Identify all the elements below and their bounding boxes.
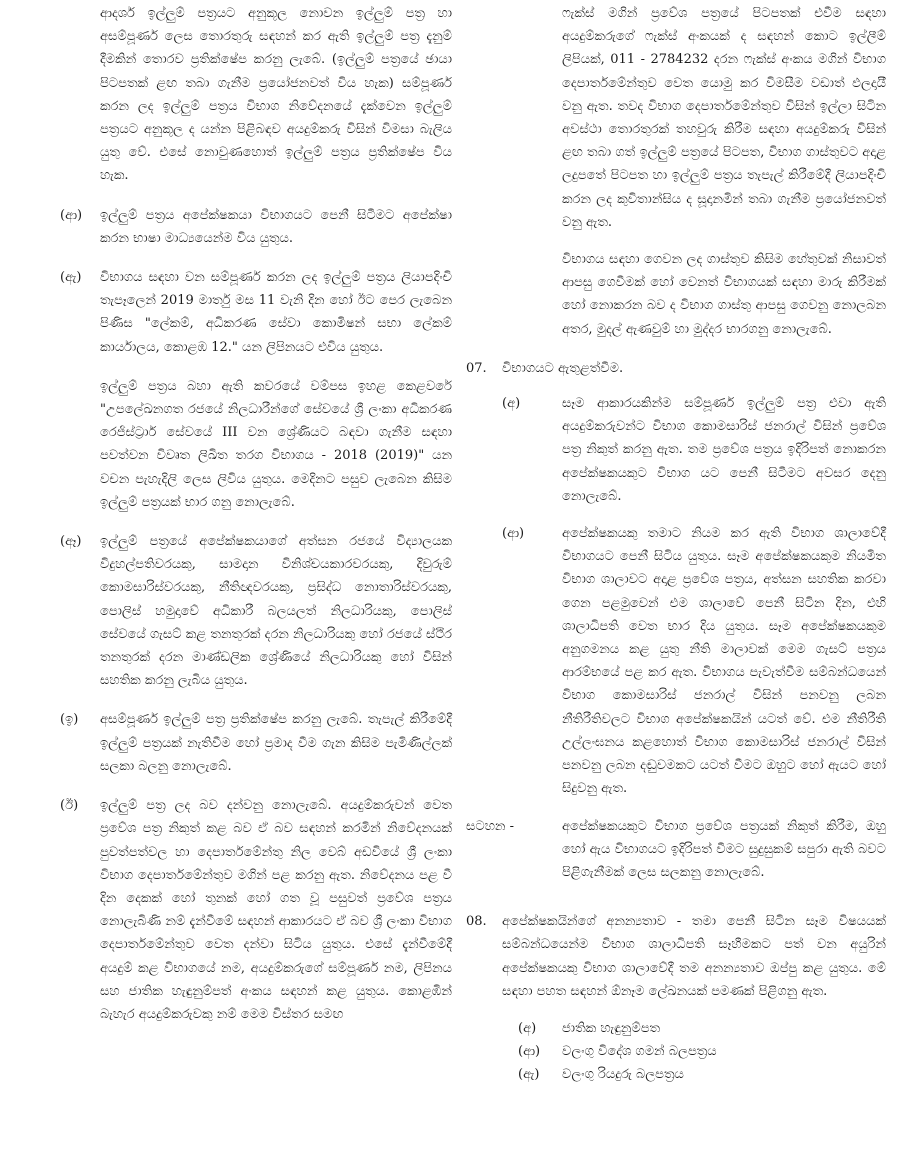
clause-label: (ඊ) (60, 798, 79, 814)
clause-label: (අ) (502, 396, 521, 412)
left-column (60, 0, 452, 1026)
envelope-instruction (60, 375, 452, 514)
clause-text: ඉල්ලුම් පත්‍රයේ අපේක්ෂකයාගේ අත්සන රජයේ විද්‍යාලයක විදුහල්පතිවරයකු, සාමදාන විනිශ්චයකාරවරයකු, දිවුරුම් කොමසාරිස්වරයකු, නීතිඥවරයකු, ප්‍රසිද්ධ නොතාරිස්වරයකු, පොලිස් හමුදාවේ අධිකාරී බලයලත් නිලධාරියකු, පොලිස් සේවයේ ගැසට් කළ තනතුරක් දරන නිලධාරියකු හෝ රජයේ ස්ථිර තනතුරක් දරන මාණ්ඩලික ශ්‍රේණියේ නිලධාරියකු හෝ විසින් සහතික කරනු ලැබිය යුතුය. (100, 534, 452, 689)
note (466, 815, 886, 885)
list-item-label: (ආ) (518, 1044, 541, 1060)
clause-text: විභාගය සඳහා වන සම්පූර්ණ කරන ලද ඉල්ලුම් පත්‍රය ලියාපදිංචි තැපෑලෙන් 2019 මාර්තු මස 11 වැනි දින හෝ ඊට පෙර ලැබෙන පිණිස "ලේකම්, අධිකරණ සේවා කොමිෂන් සභා ලේකම් කාර්යාලය, කොළඹ 12." යන ලිපිනයට එවිය යුතුය. (100, 270, 452, 355)
clause-aae (60, 530, 452, 692)
section-text: අපේක්ෂකයින්ගේ අනන්‍යතාව - තමා පෙනී සිටින සෑම විෂයයක් සම්බන්ධයෙන්ම විභාග ශාලාධිපති සෑහීමකට පත් වන අයුරින් අපේක්ෂකයකු විභාග ශාලාවේදී තම අනන්‍යතාව ඔප්පු කළ යුතුය. මේ සඳහා පහත සඳහන් ඕනෑම ලේඛනයක් පමණක් පිළිගනු ඇත. (502, 914, 886, 999)
clause-label: (ඇ) (60, 270, 82, 286)
clause-ii (60, 794, 452, 1026)
id-documents-list (518, 1017, 886, 1087)
section-number: 08. (466, 914, 487, 930)
clause-label: (ආ) (502, 526, 525, 542)
clause-i (60, 708, 452, 778)
clause-ae (60, 266, 452, 359)
section-8 (466, 910, 886, 1003)
section-7-clause-a (502, 392, 886, 508)
clause-text: අසම්පූර්ණ ඉල්ලුම් පත්‍ර ප්‍රතික්ෂේප කරනු ලැබේ. තැපැල් කිරීමේදී ඉල්ලුම් පත්‍රයක් නැතිවීම හෝ ප්‍රමාද වීම ගැන කිසිම පැමිණිල්ලක් සලකා බලනු නොලැබේ. (100, 712, 452, 774)
fax-paragraph: ෆැක්ස් මගින් ප්‍රවේශ පත්‍රයේ පිටපතක් එවීම සඳහා අයදුම්කරුගේ ෆැක්ස් අංකයක් ද සඳහන් කොට ඉල්ලීම් ලිපියක්, 011 - 2784232 දරන ෆැක්ස් අංකය මගින් විභාග දෙපාර්තමේන්තුව වෙත යොමු කර විමසීම වඩාත් ඵලදායී වනු ඇත. තවද විභාග දෙපාර්තමේන්තුව විසින් ඉල්ලා සිටින අවස්ථා තොරතුරක් තහවුරු කිරීම සඳහා අයදුම්කරු විසින් ළඟ තබා ගත් ඉල්ලුම් පත්‍රයේ පිටපත, විභාග ගාස්තුවට අදාළ ලදුපතේ පිටපත හා ඉල්ලුම් පත්‍රය තැපැල් කිරීමේදී ලියාපදිංචි කරන ලද කුවිතාන්සිය ද සූදානමින් තබා ගැනීම ප්‍රයෝජනවත් වනු ඇත. (562, 6, 886, 230)
list-item-label: (ඇ) (518, 1067, 540, 1083)
section-7-clause-aa (502, 522, 886, 800)
list-item (518, 1017, 886, 1040)
note-label: සටහන - (466, 818, 515, 834)
right-column (466, 0, 886, 1087)
list-item (518, 1063, 886, 1086)
section-title: විභාගයට ඇතුළත්වීම. (502, 360, 624, 376)
section-7-heading (466, 357, 886, 380)
clause-label: (ඉ) (60, 712, 79, 728)
list-item-label: (අ) (518, 1020, 537, 1036)
clause-text: ඉල්ලුම් පත්‍රය අපේක්ෂකයා විභාගයට පෙනී සිටීමට අපේක්ෂා කරන භාෂා මාධ්‍යයෙන්ම විය යුතුය. (100, 207, 452, 246)
section-number: 07. (466, 360, 487, 376)
clause-label: (ඈ) (60, 534, 82, 550)
clause-label (60, 375, 100, 514)
fee-paragraph: විභාගය සඳහා ගෙවන ලද ගාස්තුව කිසිම හේතුවක් නිසාවත් ආපසු ගෙවීමක් හෝ වෙනත් විභාගයක් සඳහා මාරු කිරීමක් හෝ නොකරන බව ද විභාග ගාස්තු ආපසු ගෙවනු නොලබන අතර, මුදල් ඇණවුම් හා මුද්දර භාරගනු නොලැබේ. (562, 252, 886, 337)
list-item-text: වලංගු රියදුරු බලපත්‍රය (562, 1067, 684, 1083)
clause-text: අපේක්ෂකයකු තමාට නියම කර ඇති විභාග ශාලාවේදී විභාගයට පෙනී සිටිය යුතුය. සෑම අපේක්ෂකයකුම නියමිත විභාග ශාලාවට අදාළ ප්‍රවේශ පත්‍රය, අත්සන සහතික කරවා ගෙන පළමුවෙන් එම ශාලාවේ පෙනී සිටින දින, එහි ශාලාධිපති වෙත භාර දිය යුතුය. සෑම අපේක්ෂකයකුම අනුගමනය කළ යුතු නීති මාලාවක් මෙම ගැසට් පත්‍රය ආරම්භයේ පළ කර ඇත. විභාගය පැවැත්වීම සම්බන්ධයෙන් විභාග කොමසාරිස් ජනරාල් විසින් පනවනු ලබන නීතිරීතිවලට විභාග අපේක්ෂකයින් යටත් වේ. එම නීතිරීති උල්ලංඝනය කළහොත් විභාග කොමසාරිස් ජනරාල් විසින් පනවනු ලබන දඬුවමකට යටත් වීමට ඔහුට හෝ ඇයට හෝ සිදුවනු ඇත. (562, 526, 886, 797)
list-item (518, 1040, 886, 1063)
list-item-text: ජාතික හැඳුනුම්පත (562, 1020, 661, 1036)
clause-aa (60, 204, 452, 250)
clause-label: (ආ) (60, 207, 83, 223)
note-text: අපේක්ෂකයකුට විභාග ප්‍රවේශ පත්‍රයක් නිකුත් කිරීම, ඔහු හෝ ඇය විභාගයට ඉදිරිපත් වීමට සුදුසුකම් සපුරා ඇති බවට පිළිගැනීමක් ලෙස සලකනු නොලැබේ. (562, 818, 886, 880)
intro-paragraph: ආදර්ශ ඉල්ලුම් පත්‍රයට අනුකූල නොවන ඉල්ලුම් පත්‍ර හා අසම්පූර්ණ ලෙස තොරතුරු සඳහන් කර ඇති ඉල්ලුම් පත්‍ර දැනුම් දීමකින් තොරව ප්‍රතික්ෂේප කරනු ලැබේ. (ඉල්ලුම් පත්‍රයේ ඡායා පිටපතක් ළඟ තබා ගැනීම ප්‍රයෝජනවත් විය හැක) සම්පූර්ණ කරන ලද ඉල්ලුම් පත්‍රය විභාග නිවේදනයේ දැක්වෙන ඉල්ලුම් පත්‍රයට අනුකූල ද යන්න පිළිබඳව අයදුම්කරු විසින් විමසා බැලිය යුතු වේ. එසේ නොවුණහොත් ඉල්ලුම් පත්‍රය ප්‍රතික්ෂේප විය හැක. (100, 6, 452, 184)
clause-text: ඉල්ලුම් පත්‍රය බහා ඇති කවරයේ වම්පස ඉහළ කෙළවරේ "උපලේඛනගත රජයේ නිලධාරීන්ගේ සේවයේ ශ්‍රී ලංකා අධිකරණ රෙජිස්ට්‍රාර් සේවයේ III වන ශ්‍රේණියට බඳවා ගැනීම සඳහා පවත්වන විවෘත ලිඛිත තරග විභාගය - 2018 (2019)" යන වචන පැහැදිලි ලෙස ලිවිය යුතුය. මෙදිනට පසුව ලැබෙන කිසිම ඉල්ලුම් පත්‍රයක් භාර ගනු නොලැබේ. (100, 378, 452, 510)
clause-text: සෑම ආකාරයකින්ම සම්පූර්ණ ඉල්ලුම් පත්‍ර එවා ඇති අයදුම්කරුවන්ට විභාග කොමසාරිස් ජනරාල් විසින් ප්‍රවේශ පත්‍ර නිකුත් කරනු ඇත. තම ප්‍රවේශ පත්‍රය ඉදිරිපත් නොකරන අපේක්ෂකයකුට විභාග යට පෙනී සිටීමට අවසර දෙනු නොලැබේ. (562, 396, 886, 504)
clause-text: ඉල්ලුම් පත්‍ර ලද බව දන්වනු නොලැබේ. අයදුම්කරුවන් වෙත ප්‍රවේශ පත්‍ර නිකුත් කළ බව ඒ බව සඳහන් කරමින් නිවේදනයක් පුවත්පත්වල හා දෙපාර්තමේන්තු නිල වෙබ් අඩවියේ ශ්‍රී ලංකා විභාග දෙපාර්තමේන්තුව මගින් පළ කරනු ඇත. නිවේදනය පළ වී දින දෙකක් හෝ තුනක් හෝ ගත වූ පසුවත් ප්‍රවේශ පත්‍රය නොලැබිණි නම් දැන්වීමේ සඳහන් ආකාරයට ඒ බව ශ්‍රී ලංකා විභාග දෙපාර්තමේන්තුව වෙත දන්වා සිටිය යුතුය. එසේ දැන්වීමේදී අයදුම් කළ විභාගයේ නම, අයදුම්කරුගේ සම්පූර්ණ නම, ලිපිනය සහ ජාතික හැඳුනුම්පත් අංකය සඳහන් කළ යුතුය. කොළඹින් බැහැර අයදුම්කරුවකු නම් මෙම විස්තර සමඟ (100, 798, 452, 1022)
list-item-text: වලංගු විදේශ ගමන් බලපත්‍රය (562, 1044, 717, 1060)
